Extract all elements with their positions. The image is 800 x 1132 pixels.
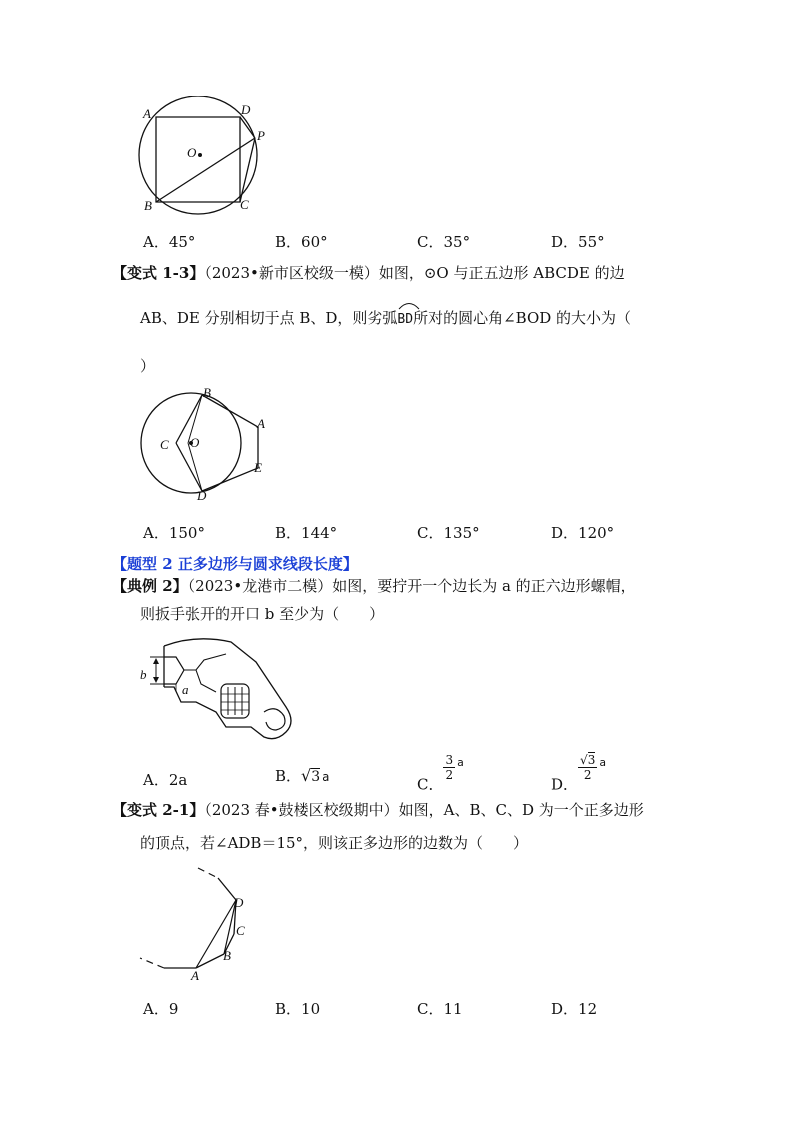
q13-source: （2023•新市区校级一模） bbox=[204, 264, 379, 282]
label-b: b bbox=[140, 667, 147, 682]
label-C: C bbox=[236, 923, 245, 938]
label-O: O bbox=[187, 145, 197, 160]
ex2-option-d-var: a bbox=[599, 756, 606, 769]
q13-option-a: A．150° bbox=[143, 524, 205, 542]
q1-option-c: C．35° bbox=[417, 233, 471, 251]
q13-text2b: 所对的圆心角∠BOD 的大小为（ bbox=[413, 309, 632, 327]
ex2-option-a: A．2a bbox=[143, 771, 188, 789]
ex2-line2: 则扳手张开的开口 b 至少为（ ） bbox=[140, 605, 385, 623]
q13-text1: 如图，⊙O 与正五边形 ABCDE 的边 bbox=[378, 264, 625, 282]
q21-option-b: B．10 bbox=[275, 1000, 321, 1018]
label-B: B bbox=[203, 385, 211, 400]
ex2-option-d-num-wrap bbox=[578, 753, 597, 768]
ex2-option-c-den: 2 bbox=[445, 768, 454, 782]
ex2-option-b-prefix: B． bbox=[275, 767, 302, 785]
ex2-option-c-prefix: C． bbox=[417, 775, 444, 794]
q13-line3: ） bbox=[140, 357, 156, 375]
q13-line2 bbox=[140, 307, 631, 331]
label-D: D bbox=[241, 102, 251, 117]
section-heading: 【题型 2 正多边形与圆求线段长度】 bbox=[112, 555, 358, 573]
q1-option-b: B．60° bbox=[275, 233, 328, 251]
label-D: D bbox=[234, 895, 244, 910]
label-E: E bbox=[254, 460, 262, 475]
q13-option-b: B．144° bbox=[275, 524, 338, 542]
label-C: C bbox=[160, 437, 169, 452]
sqrt-symbol: √ bbox=[580, 753, 588, 767]
q21-option-c: C．11 bbox=[417, 1000, 463, 1018]
q1-option-d: D．55° bbox=[551, 233, 605, 251]
label-B: B bbox=[223, 948, 231, 963]
label-B: B bbox=[144, 198, 152, 213]
circle-pentagon-figure bbox=[138, 390, 273, 500]
ex2-option-d-num: 3 bbox=[587, 753, 596, 767]
q1-option-a: A．45° bbox=[143, 233, 196, 251]
q13-arc: BD bbox=[397, 312, 414, 327]
ex2-option-b bbox=[275, 766, 329, 787]
label-D: D bbox=[197, 488, 207, 503]
ex2-option-c-var: a bbox=[457, 756, 464, 769]
q21-option-a: A．9 bbox=[143, 1000, 179, 1018]
q21-source: （2023 春•鼓楼区校级期中） bbox=[204, 801, 399, 819]
ex2-source: （2023•龙港市二模） bbox=[187, 577, 333, 595]
q21-line1 bbox=[112, 799, 644, 821]
ex2-tag: 【典例 2】 bbox=[112, 577, 188, 595]
q13-line1 bbox=[112, 262, 625, 284]
q21-text1: 如图，A、B、C、D 为一个正多边形 bbox=[398, 801, 644, 819]
wrench-figure bbox=[136, 632, 311, 747]
q13-text2a: AB、DE 分别相切于点 B、D，则劣弧 bbox=[140, 309, 398, 327]
sqrt-symbol: √ bbox=[301, 766, 312, 785]
q13-tag: 【变式 1-3】 bbox=[112, 264, 205, 282]
ex2-option-b-var: a bbox=[322, 770, 330, 784]
q21-line2: 的顶点，若∠ADB＝15°，则该正多边形的边数为（ ） bbox=[140, 834, 529, 852]
arc-symbol bbox=[397, 300, 421, 310]
ex2-line1 bbox=[112, 575, 636, 597]
ex2-option-d-prefix: D． bbox=[551, 775, 579, 794]
label-O: O bbox=[190, 435, 200, 450]
ex2-option-b-radicand: 3 bbox=[311, 769, 321, 785]
q13-option-c: C．135° bbox=[417, 524, 480, 542]
label-P: P bbox=[257, 128, 265, 143]
q13-option-d: D．120° bbox=[551, 524, 615, 542]
label-C: C bbox=[240, 197, 249, 212]
label-A: A bbox=[191, 968, 199, 983]
ex2-option-d bbox=[551, 753, 606, 795]
ex2-option-c-frac bbox=[443, 753, 455, 782]
label-a: a bbox=[182, 682, 189, 697]
label-A: A bbox=[257, 416, 265, 431]
ex2-option-d-frac bbox=[578, 753, 597, 782]
ex2-option-d-den: 2 bbox=[583, 768, 592, 782]
q21-tag: 【变式 2-1】 bbox=[112, 801, 205, 819]
ex2-option-c bbox=[417, 753, 464, 795]
ex2-option-c-num: 3 bbox=[445, 753, 454, 767]
label-A: A bbox=[143, 106, 151, 121]
ex2-text1: 如图，要拧开一个边长为 a 的正六边形螺帽， bbox=[332, 577, 636, 595]
q21-option-d: D．12 bbox=[551, 1000, 598, 1018]
